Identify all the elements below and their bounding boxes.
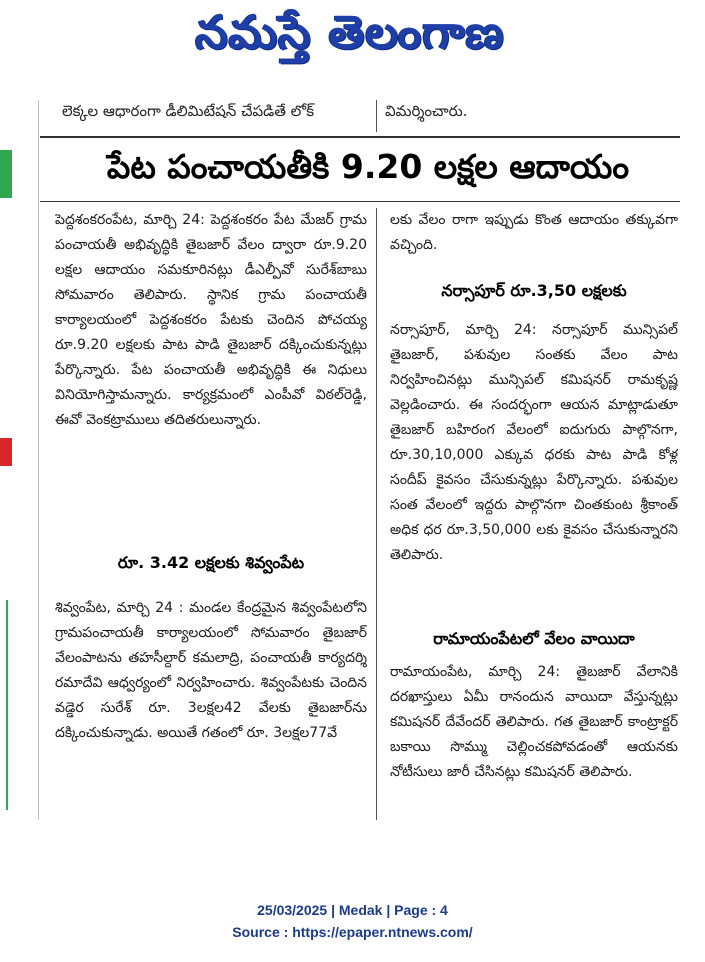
story-narsapur: నర్సాపూర్, మార్చి 24: నర్సాపూర్ మున్సిపల్ తైబజార్, పశువుల సంతకు వేలం పాట నిర్వహించినట్లు మున్సిపల్ కమిషనర్ రామకృష్ణ వెల్లడించారు. ఈ సందర్భంగా ఆయన మాట్లాడుతూ తైబజార్ బహిరంగ వేలంలో ఐదుగురు పాల్గొనగా, రూ.30,10,000 ఎక్కువ ధరకు పాట పాడి కోళ్ల సందీప్ కైవసం చేసుకున్నట్లు పేర్కొన్నారు. పశువుల సంత వేలంలో ఇద్దరు పాల్గొనగా చింతకుంట శ్రీకాంత్ అధిక ధర రూ.3,50,000 లకు కైవసం చేసుకున్నారని తెలిపారు.: [390, 322, 678, 563]
left-margin-rule: [38, 100, 39, 820]
top-line-right: విమర్శించారు.: [385, 102, 468, 120]
edge-strip-green: [0, 150, 12, 198]
subhead-narsapur: నర్సాపూర్ రూ.3,50 లక్షలకు: [441, 280, 627, 300]
main-headline: పేట పంచాయతీకి 9.20 లక్షల ఆదాయం: [106, 146, 630, 186]
top-line-left: లెక్కల ఆధారంగా డీలిమిటేషన్ చేపడితే లోక్: [62, 102, 315, 120]
footer-source: Source : https://epaper.ntnews.com/: [232, 924, 473, 940]
headline-bottom-rule: [40, 201, 680, 202]
footer-date-page: 25/03/2025 | Medak | Page : 4: [257, 902, 448, 918]
story-peddashankarampet: పెద్దశంకరంపేట, మార్చి 24: పెద్దశంకరం పేట మేజర్ గ్రామ పంచాయతీ అభివృద్ధికి తైబజార్ వేలం ద్వారా రూ.9.20 లక్షల ఆదాయం సమకూరినట్లు డీఎల్పీవో సురేశ్‌బాబు సోమవారం తెలిపారు. స్థానిక గ్రామ పంచాయతీ కార్యాలయంలో పెద్దశంకరం పేటకు చెందిన పోచయ్య రూ.9.20 లక్షలకు పాట పాడి తైబజార్ దక్కించుకున్నట్లు పేర్కొన్నారు. పేట పంచాయతీ అభివృద్ధికి ఈ నిధులు వినియోగిస్తామన్నారు. కార్యక్రమంలో ఎంపీవో విఠల్‌రెడ్డి, ఈవో వెంకట్రాములు తదితరులున్నారు.: [55, 212, 367, 428]
subhead-ramayampet: రామాయంపేటలో వేలం వాయిదా: [433, 628, 635, 648]
story-continued: లకు వేలం రాగా ఇప్పుడు కొంత ఆదాయం తక్కువగా వచ్చింది.: [390, 212, 678, 253]
edge-strip-red: [0, 438, 12, 466]
headline-top-rule: [40, 136, 680, 138]
story-shivvampet: శివ్వంపేట, మార్చి 24 : మండల కేంద్రమైన శివ్వంపేటలోని గ్రామపంచాయతీ కార్యాలయంలో సోమవారం తైబజార్ వేలంపాటను తహసీల్దార్ కమలాద్రి, పంచాయతీ కార్యదర్శి రమాదేవి ఆధ్వర్యంలో నిర్వహించారు. శివ్వంపేటకు చెందిన వడ్డెర సురేశ్ రూ. 3లక్షల42 వేలకు తైబజార్‌ను దక్కించుకున్నాడు. అయితే గతంలో రూ. 3లక్షల77వే: [55, 600, 367, 741]
newspaper-masthead: నమస్తే తెలంగాణ: [195, 5, 505, 59]
top-column-divider: [376, 100, 377, 132]
subhead-shivvampet: రూ. 3.42 లక్షలకు శివ్వంపేట: [117, 552, 305, 572]
edge-strip-green-border: [0, 600, 8, 810]
story-ramayampet: రామాయంపేట, మార్చి 24: తైబజార్ వేలానికి దరఖాస్తులు ఏమీ రానందున వాయిదా వేస్తున్నట్లు కమిషనర్ దేవేందర్ తెలిపారు. గత తైబజార్ కాంట్రాక్టర్ బకాయి సొమ్ము చెల్లించకపోవడంతో ఆయనకు నోటీసులు జారీ చేసినట్లు కమిషనర్ తెలిపారు.: [390, 664, 678, 780]
column-divider: [376, 208, 377, 820]
